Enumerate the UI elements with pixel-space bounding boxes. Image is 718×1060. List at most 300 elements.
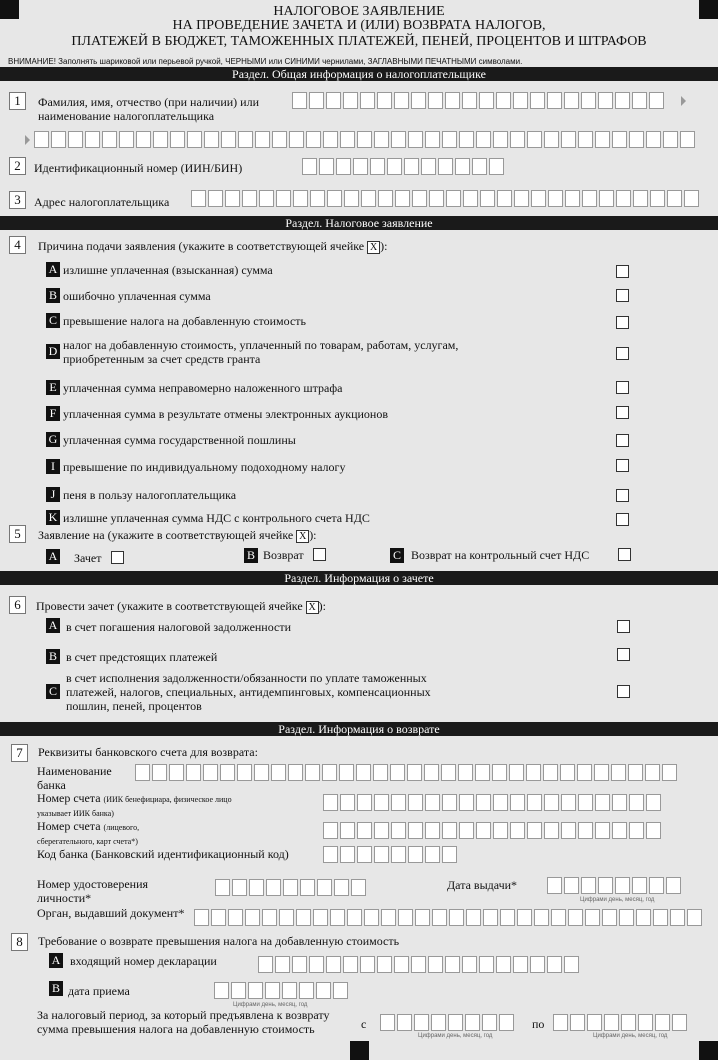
input-cell[interactable] xyxy=(466,909,481,926)
input-cell[interactable] xyxy=(425,822,440,839)
input-cell[interactable] xyxy=(448,1014,463,1031)
input-cell[interactable] xyxy=(513,956,528,973)
reason-checkbox[interactable] xyxy=(616,489,629,502)
input-cell[interactable] xyxy=(387,158,402,175)
reason-checkbox[interactable] xyxy=(616,347,629,360)
input-cell[interactable] xyxy=(442,794,457,811)
input-cell[interactable] xyxy=(398,909,413,926)
input-cell[interactable] xyxy=(51,131,66,148)
input-cell[interactable] xyxy=(283,879,298,896)
input-cell[interactable] xyxy=(489,158,504,175)
input-cell[interactable] xyxy=(551,909,566,926)
input-cell[interactable] xyxy=(343,956,358,973)
input-cell[interactable] xyxy=(667,190,682,207)
input-cell[interactable] xyxy=(428,92,443,109)
input-cell[interactable] xyxy=(292,92,307,109)
reason-checkbox[interactable] xyxy=(616,406,629,419)
input-cell[interactable] xyxy=(323,794,338,811)
input-cell[interactable] xyxy=(670,909,685,926)
input-cell[interactable] xyxy=(594,764,609,781)
input-cell[interactable] xyxy=(415,909,430,926)
input-cell[interactable] xyxy=(203,764,218,781)
input-cell[interactable] xyxy=(323,846,338,863)
input-cell[interactable] xyxy=(581,877,596,894)
input-cell[interactable] xyxy=(208,190,223,207)
input-cell[interactable] xyxy=(687,909,702,926)
input-cell[interactable] xyxy=(344,190,359,207)
input-cell[interactable] xyxy=(309,92,324,109)
input-cell[interactable] xyxy=(357,846,372,863)
input-cell[interactable] xyxy=(360,92,375,109)
iin-bin-cells[interactable] xyxy=(302,158,506,175)
input-cell[interactable] xyxy=(446,190,461,207)
input-cell[interactable] xyxy=(479,92,494,109)
input-cell[interactable] xyxy=(595,794,610,811)
input-cell[interactable] xyxy=(343,92,358,109)
input-cell[interactable] xyxy=(612,794,627,811)
issuer-cells[interactable] xyxy=(194,909,704,926)
input-cell[interactable] xyxy=(621,1014,636,1031)
input-cell[interactable] xyxy=(408,846,423,863)
input-cell[interactable] xyxy=(527,794,542,811)
input-cell[interactable] xyxy=(653,909,668,926)
input-cell[interactable] xyxy=(510,794,525,811)
input-cell[interactable] xyxy=(438,158,453,175)
input-cell[interactable] xyxy=(526,764,541,781)
input-cell[interactable] xyxy=(581,92,596,109)
input-cell[interactable] xyxy=(548,190,563,207)
input-cell[interactable] xyxy=(327,190,342,207)
input-cell[interactable] xyxy=(459,794,474,811)
declaration-number-cells[interactable] xyxy=(258,956,581,973)
input-cell[interactable] xyxy=(288,764,303,781)
reason-checkbox[interactable] xyxy=(616,434,629,447)
input-cell[interactable] xyxy=(561,794,576,811)
input-cell[interactable] xyxy=(672,1014,687,1031)
input-cell[interactable] xyxy=(336,158,351,175)
input-cell[interactable] xyxy=(633,190,648,207)
taxpayer-name-cells-row2[interactable] xyxy=(34,131,697,148)
input-cell[interactable] xyxy=(564,956,579,973)
input-cell[interactable] xyxy=(499,1014,514,1031)
input-cell[interactable] xyxy=(531,190,546,207)
input-cell[interactable] xyxy=(442,822,457,839)
input-cell[interactable] xyxy=(310,190,325,207)
input-cell[interactable] xyxy=(619,909,634,926)
input-cell[interactable] xyxy=(496,956,511,973)
input-cell[interactable] xyxy=(666,877,681,894)
input-cell[interactable] xyxy=(377,92,392,109)
input-cell[interactable] xyxy=(463,190,478,207)
input-cell[interactable] xyxy=(662,764,677,781)
input-cell[interactable] xyxy=(493,794,508,811)
input-cell[interactable] xyxy=(293,190,308,207)
input-cell[interactable] xyxy=(237,764,252,781)
input-cell[interactable] xyxy=(300,879,315,896)
input-cell[interactable] xyxy=(221,131,236,148)
input-cell[interactable] xyxy=(265,982,280,999)
input-cell[interactable] xyxy=(615,877,630,894)
input-cell[interactable] xyxy=(632,877,647,894)
input-cell[interactable] xyxy=(629,822,644,839)
input-cell[interactable] xyxy=(445,92,460,109)
input-cell[interactable] xyxy=(684,190,699,207)
input-cell[interactable] xyxy=(595,131,610,148)
input-cell[interactable] xyxy=(169,764,184,781)
input-cell[interactable] xyxy=(333,982,348,999)
input-cell[interactable] xyxy=(411,956,426,973)
input-cell[interactable] xyxy=(408,822,423,839)
input-cell[interactable] xyxy=(475,764,490,781)
input-cell[interactable] xyxy=(364,909,379,926)
input-cell[interactable] xyxy=(517,909,532,926)
input-cell[interactable] xyxy=(547,92,562,109)
input-cell[interactable] xyxy=(242,190,257,207)
input-cell[interactable] xyxy=(323,822,338,839)
issue-date-cells[interactable] xyxy=(547,877,683,894)
input-cell[interactable] xyxy=(357,822,372,839)
period-from-cells[interactable] xyxy=(380,1014,516,1031)
input-cell[interactable] xyxy=(299,982,314,999)
period-to-cells[interactable] xyxy=(553,1014,689,1031)
input-cell[interactable] xyxy=(319,158,334,175)
input-cell[interactable] xyxy=(414,1014,429,1031)
input-cell[interactable] xyxy=(663,131,678,148)
input-cell[interactable] xyxy=(629,131,644,148)
input-cell[interactable] xyxy=(645,764,660,781)
input-cell[interactable] xyxy=(492,764,507,781)
input-cell[interactable] xyxy=(245,909,260,926)
bank-name-cells[interactable] xyxy=(135,764,679,781)
input-cell[interactable] xyxy=(339,764,354,781)
input-cell[interactable] xyxy=(472,158,487,175)
input-cell[interactable] xyxy=(306,131,321,148)
input-cell[interactable] xyxy=(500,909,515,926)
input-cell[interactable] xyxy=(585,909,600,926)
input-cell[interactable] xyxy=(152,764,167,781)
input-cell[interactable] xyxy=(611,764,626,781)
input-cell[interactable] xyxy=(578,794,593,811)
input-cell[interactable] xyxy=(316,982,331,999)
offset-checkbox[interactable] xyxy=(111,551,124,564)
input-cell[interactable] xyxy=(565,190,580,207)
input-cell[interactable] xyxy=(275,956,290,973)
input-cell[interactable] xyxy=(514,190,529,207)
offset-customs-checkbox[interactable] xyxy=(617,685,630,698)
input-cell[interactable] xyxy=(649,92,664,109)
input-cell[interactable] xyxy=(510,822,525,839)
input-cell[interactable] xyxy=(34,131,49,148)
input-cell[interactable] xyxy=(340,131,355,148)
input-cell[interactable] xyxy=(170,131,185,148)
input-cell[interactable] xyxy=(628,764,643,781)
input-cell[interactable] xyxy=(595,822,610,839)
input-cell[interactable] xyxy=(649,877,664,894)
input-cell[interactable] xyxy=(568,909,583,926)
input-cell[interactable] xyxy=(254,764,269,781)
refund-checkbox[interactable] xyxy=(313,548,326,561)
input-cell[interactable] xyxy=(615,92,630,109)
input-cell[interactable] xyxy=(357,131,372,148)
receipt-date-cells[interactable] xyxy=(214,982,350,999)
input-cell[interactable] xyxy=(204,131,219,148)
input-cell[interactable] xyxy=(462,92,477,109)
input-cell[interactable] xyxy=(598,92,613,109)
input-cell[interactable] xyxy=(259,190,274,207)
input-cell[interactable] xyxy=(374,131,389,148)
input-cell[interactable] xyxy=(391,131,406,148)
input-cell[interactable] xyxy=(587,1014,602,1031)
reason-checkbox[interactable] xyxy=(616,316,629,329)
input-cell[interactable] xyxy=(276,190,291,207)
input-cell[interactable] xyxy=(425,131,440,148)
input-cell[interactable] xyxy=(353,158,368,175)
input-cell[interactable] xyxy=(351,879,366,896)
input-cell[interactable] xyxy=(408,131,423,148)
input-cell[interactable] xyxy=(326,92,341,109)
input-cell[interactable] xyxy=(479,956,494,973)
input-cell[interactable] xyxy=(441,764,456,781)
input-cell[interactable] xyxy=(272,131,287,148)
input-cell[interactable] xyxy=(527,822,542,839)
input-cell[interactable] xyxy=(390,764,405,781)
input-cell[interactable] xyxy=(527,131,542,148)
input-cell[interactable] xyxy=(421,158,436,175)
vat-refund-checkbox[interactable] xyxy=(618,548,631,561)
reason-checkbox[interactable] xyxy=(616,513,629,526)
input-cell[interactable] xyxy=(258,956,273,973)
input-cell[interactable] xyxy=(136,131,151,148)
input-cell[interactable] xyxy=(577,764,592,781)
input-cell[interactable] xyxy=(497,190,512,207)
input-cell[interactable] xyxy=(564,877,579,894)
input-cell[interactable] xyxy=(397,1014,412,1031)
input-cell[interactable] xyxy=(394,956,409,973)
input-cell[interactable] xyxy=(360,956,375,973)
input-cell[interactable] xyxy=(68,131,83,148)
input-cell[interactable] xyxy=(431,1014,446,1031)
input-cell[interactable] xyxy=(530,956,545,973)
input-cell[interactable] xyxy=(425,846,440,863)
input-cell[interactable] xyxy=(544,822,559,839)
input-cell[interactable] xyxy=(455,158,470,175)
input-cell[interactable] xyxy=(680,131,695,148)
input-cell[interactable] xyxy=(391,846,406,863)
input-cell[interactable] xyxy=(395,190,410,207)
input-cell[interactable] xyxy=(432,909,447,926)
input-cell[interactable] xyxy=(465,1014,480,1031)
input-cell[interactable] xyxy=(305,764,320,781)
input-cell[interactable] xyxy=(391,794,406,811)
input-cell[interactable] xyxy=(323,131,338,148)
input-cell[interactable] xyxy=(340,822,355,839)
input-cell[interactable] xyxy=(442,131,457,148)
input-cell[interactable] xyxy=(612,131,627,148)
input-cell[interactable] xyxy=(231,982,246,999)
input-cell[interactable] xyxy=(374,794,389,811)
input-cell[interactable] xyxy=(187,131,202,148)
input-cell[interactable] xyxy=(211,909,226,926)
input-cell[interactable] xyxy=(330,909,345,926)
input-cell[interactable] xyxy=(602,909,617,926)
input-cell[interactable] xyxy=(428,956,443,973)
input-cell[interactable] xyxy=(547,956,562,973)
input-cell[interactable] xyxy=(459,131,474,148)
input-cell[interactable] xyxy=(459,822,474,839)
input-cell[interactable] xyxy=(411,92,426,109)
input-cell[interactable] xyxy=(119,131,134,148)
input-cell[interactable] xyxy=(361,190,376,207)
input-cell[interactable] xyxy=(347,909,362,926)
input-cell[interactable] xyxy=(404,158,419,175)
input-cell[interactable] xyxy=(292,956,307,973)
input-cell[interactable] xyxy=(560,764,575,781)
input-cell[interactable] xyxy=(282,982,297,999)
input-cell[interactable] xyxy=(544,794,559,811)
input-cell[interactable] xyxy=(496,92,511,109)
input-cell[interactable] xyxy=(564,92,579,109)
input-cell[interactable] xyxy=(445,956,460,973)
input-cell[interactable] xyxy=(370,158,385,175)
input-cell[interactable] xyxy=(214,982,229,999)
input-cell[interactable] xyxy=(225,190,240,207)
input-cell[interactable] xyxy=(381,909,396,926)
input-cell[interactable] xyxy=(266,879,281,896)
input-cell[interactable] xyxy=(646,822,661,839)
input-cell[interactable] xyxy=(412,190,427,207)
input-cell[interactable] xyxy=(599,190,614,207)
reason-checkbox[interactable] xyxy=(616,459,629,472)
input-cell[interactable] xyxy=(544,131,559,148)
input-cell[interactable] xyxy=(482,1014,497,1031)
input-cell[interactable] xyxy=(646,794,661,811)
input-cell[interactable] xyxy=(650,190,665,207)
offset-debt-checkbox[interactable] xyxy=(617,620,630,633)
input-cell[interactable] xyxy=(598,877,613,894)
reason-checkbox[interactable] xyxy=(616,265,629,278)
input-cell[interactable] xyxy=(629,794,644,811)
input-cell[interactable] xyxy=(334,879,349,896)
input-cell[interactable] xyxy=(374,846,389,863)
input-cell[interactable] xyxy=(578,131,593,148)
input-cell[interactable] xyxy=(476,131,491,148)
input-cell[interactable] xyxy=(373,764,388,781)
id-number-cells[interactable] xyxy=(215,879,368,896)
input-cell[interactable] xyxy=(561,822,576,839)
input-cell[interactable] xyxy=(191,190,206,207)
input-cell[interactable] xyxy=(476,794,491,811)
input-cell[interactable] xyxy=(616,190,631,207)
input-cell[interactable] xyxy=(476,822,491,839)
input-cell[interactable] xyxy=(632,92,647,109)
input-cell[interactable] xyxy=(429,190,444,207)
input-cell[interactable] xyxy=(509,764,524,781)
input-cell[interactable] xyxy=(186,764,201,781)
input-cell[interactable] xyxy=(391,822,406,839)
input-cell[interactable] xyxy=(313,909,328,926)
account1-cells[interactable] xyxy=(323,794,663,811)
input-cell[interactable] xyxy=(493,822,508,839)
input-cell[interactable] xyxy=(394,92,409,109)
input-cell[interactable] xyxy=(612,822,627,839)
reason-checkbox[interactable] xyxy=(616,381,629,394)
input-cell[interactable] xyxy=(408,794,423,811)
input-cell[interactable] xyxy=(582,190,597,207)
input-cell[interactable] xyxy=(153,131,168,148)
input-cell[interactable] xyxy=(655,1014,670,1031)
input-cell[interactable] xyxy=(462,956,477,973)
input-cell[interactable] xyxy=(513,92,528,109)
input-cell[interactable] xyxy=(480,190,495,207)
input-cell[interactable] xyxy=(530,92,545,109)
reason-checkbox[interactable] xyxy=(616,289,629,302)
input-cell[interactable] xyxy=(322,764,337,781)
input-cell[interactable] xyxy=(326,956,341,973)
input-cell[interactable] xyxy=(424,764,439,781)
taxpayer-name-cells-row1[interactable] xyxy=(292,92,666,109)
input-cell[interactable] xyxy=(289,131,304,148)
input-cell[interactable] xyxy=(228,909,243,926)
input-cell[interactable] xyxy=(279,909,294,926)
input-cell[interactable] xyxy=(194,909,209,926)
input-cell[interactable] xyxy=(271,764,286,781)
input-cell[interactable] xyxy=(317,879,332,896)
input-cell[interactable] xyxy=(493,131,508,148)
input-cell[interactable] xyxy=(561,131,576,148)
input-cell[interactable] xyxy=(510,131,525,148)
input-cell[interactable] xyxy=(238,131,253,148)
input-cell[interactable] xyxy=(578,822,593,839)
input-cell[interactable] xyxy=(547,877,562,894)
input-cell[interactable] xyxy=(232,879,247,896)
input-cell[interactable] xyxy=(553,1014,568,1031)
input-cell[interactable] xyxy=(407,764,422,781)
input-cell[interactable] xyxy=(215,879,230,896)
input-cell[interactable] xyxy=(102,131,117,148)
input-cell[interactable] xyxy=(534,909,549,926)
input-cell[interactable] xyxy=(570,1014,585,1031)
account2-cells[interactable] xyxy=(323,822,663,839)
input-cell[interactable] xyxy=(220,764,235,781)
offset-future-checkbox[interactable] xyxy=(617,648,630,661)
input-cell[interactable] xyxy=(356,764,371,781)
input-cell[interactable] xyxy=(638,1014,653,1031)
input-cell[interactable] xyxy=(604,1014,619,1031)
input-cell[interactable] xyxy=(374,822,389,839)
input-cell[interactable] xyxy=(378,190,393,207)
input-cell[interactable] xyxy=(302,158,317,175)
input-cell[interactable] xyxy=(458,764,473,781)
input-cell[interactable] xyxy=(543,764,558,781)
input-cell[interactable] xyxy=(483,909,498,926)
input-cell[interactable] xyxy=(380,1014,395,1031)
input-cell[interactable] xyxy=(85,131,100,148)
address-cells[interactable] xyxy=(191,190,701,207)
input-cell[interactable] xyxy=(135,764,150,781)
bank-code-cells[interactable] xyxy=(323,846,459,863)
input-cell[interactable] xyxy=(340,846,355,863)
input-cell[interactable] xyxy=(449,909,464,926)
input-cell[interactable] xyxy=(357,794,372,811)
input-cell[interactable] xyxy=(309,956,324,973)
input-cell[interactable] xyxy=(248,982,263,999)
input-cell[interactable] xyxy=(296,909,311,926)
input-cell[interactable] xyxy=(377,956,392,973)
input-cell[interactable] xyxy=(646,131,661,148)
input-cell[interactable] xyxy=(442,846,457,863)
input-cell[interactable] xyxy=(340,794,355,811)
input-cell[interactable] xyxy=(255,131,270,148)
